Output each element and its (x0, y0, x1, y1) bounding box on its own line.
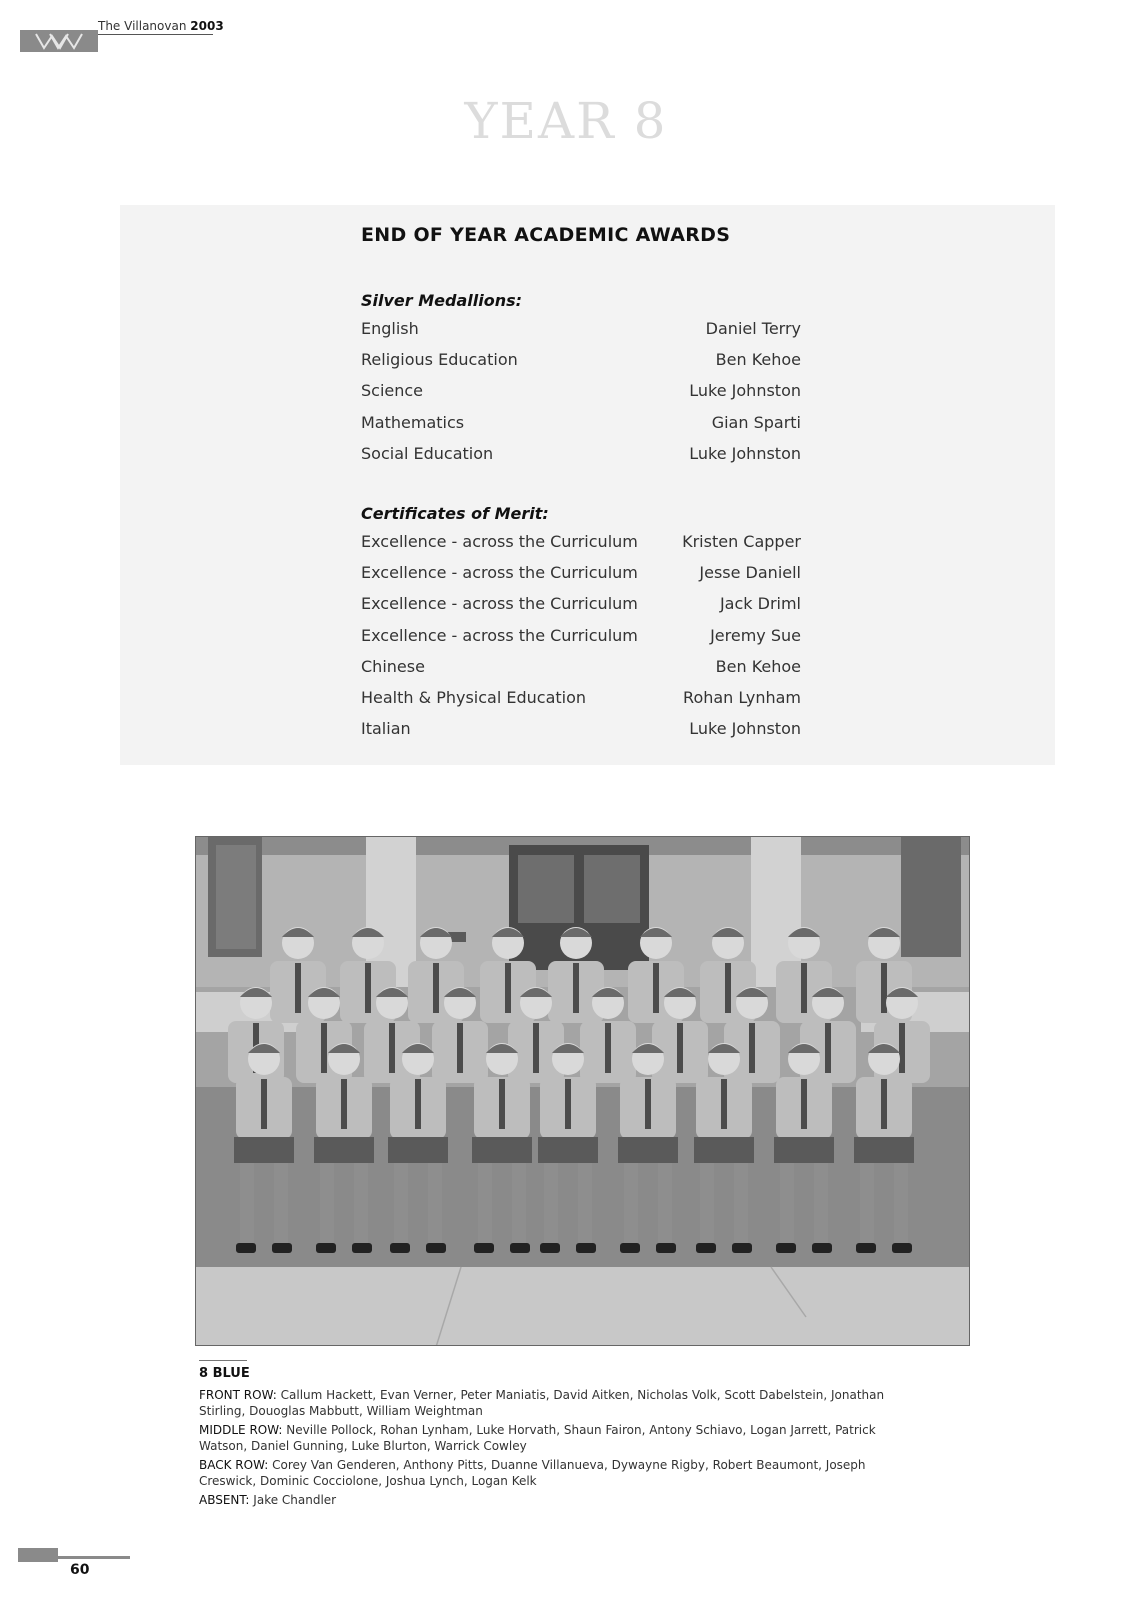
header-rule (98, 34, 213, 35)
publication-year: 2003 (190, 19, 224, 33)
list-item (361, 713, 801, 744)
student-name: Gian Sparti (711, 412, 801, 432)
list-item (361, 344, 801, 375)
subject: Excellence - across the Curriculum (361, 625, 638, 645)
subject: Mathematics (361, 412, 465, 432)
front-row (199, 1387, 919, 1419)
middle-row-names: Neville Pollock, Rohan Lynham, Luke Horvath, Shaun Fairon, Antony Schiavo, Logan Jarrett, Patrick Watson, Daniel Gunning, Luke Blurton, Warrick Cowley (199, 1423, 876, 1453)
caption-rule (199, 1360, 247, 1361)
certificates-of-merit-list (361, 526, 801, 744)
student-name: Kristen Capper (682, 531, 801, 551)
back-row-names: Corey Van Genderen, Anthony Pitts, Duanne Villanueva, Dywayne Rigby, Robert Beaumont, Joseph Creswick, Dominic Cocciolone, Joshua Lynch, Logan Kelk (199, 1458, 866, 1488)
list-item (361, 313, 801, 344)
middle-row (199, 1422, 919, 1454)
student-name: Luke Johnston (689, 443, 801, 463)
silver-medallions-list (361, 313, 801, 469)
list-item (361, 526, 801, 557)
front-row-label: FRONT ROW: (199, 1388, 277, 1402)
certificates-of-merit-title: Certificates of Merit: (361, 503, 549, 523)
publication-name: The Villanovan (98, 19, 187, 33)
awards-heading: END OF YEAR ACADEMIC AWARDS (361, 224, 731, 246)
photo-caption (199, 1360, 919, 1511)
footer-rule (58, 1556, 130, 1559)
list-item (361, 407, 801, 438)
subject: Science (361, 381, 424, 401)
list-item (361, 375, 801, 406)
page-number: 60 (70, 1562, 90, 1578)
student-name: Jeremy Sue (710, 625, 801, 645)
list-item (361, 651, 801, 682)
absent-names: Jake Chandler (253, 1493, 337, 1507)
middle-row-label: MIDDLE ROW: (199, 1423, 283, 1437)
subject: Italian (361, 719, 411, 739)
class-photo (195, 836, 970, 1346)
header-logo (20, 30, 98, 52)
awards-section (361, 224, 801, 744)
list-item (361, 588, 801, 619)
student-name: Luke Johnston (689, 719, 801, 739)
subject: Chinese (361, 656, 425, 676)
list-item (361, 438, 801, 469)
list-item (361, 682, 801, 713)
student-name: Jack Driml (719, 594, 801, 614)
subject: Religious Education (361, 350, 518, 370)
absent (199, 1492, 919, 1508)
silver-medallions-title: Silver Medallions: (361, 291, 523, 310)
subject: Health & Physical Education (361, 687, 587, 707)
back-row-label: BACK ROW: (199, 1458, 269, 1472)
subject: Excellence - across the Curriculum (361, 531, 638, 551)
class-name: 8 BLUE (199, 1366, 250, 1381)
subject: Excellence - across the Curriculum (361, 594, 638, 614)
front-row-names: Callum Hackett, Evan Verner, Peter Maniatis, David Aitken, Nicholas Volk, Scott Dabelstein, Jonathan Stirling, Douoglas Mabbutt, William Weightman (199, 1388, 885, 1418)
student-name: Luke Johnston (689, 381, 801, 401)
student-name: Ben Kehoe (715, 350, 801, 370)
header-publication (98, 19, 224, 33)
page-title: YEAR 8 (464, 92, 668, 150)
absent-label: ABSENT: (199, 1493, 250, 1507)
subject: English (361, 319, 419, 338)
list-item (361, 557, 801, 588)
subject: Social Education (361, 443, 494, 463)
footer-logo (18, 1548, 58, 1562)
list-item (361, 620, 801, 651)
student-name: Daniel Terry (705, 319, 801, 338)
subject: Excellence - across the Curriculum (361, 563, 638, 583)
back-row (199, 1457, 919, 1489)
student-name: Rohan Lynham (683, 687, 801, 707)
student-name: Ben Kehoe (715, 656, 801, 676)
student-name: Jesse Daniell (699, 563, 801, 583)
